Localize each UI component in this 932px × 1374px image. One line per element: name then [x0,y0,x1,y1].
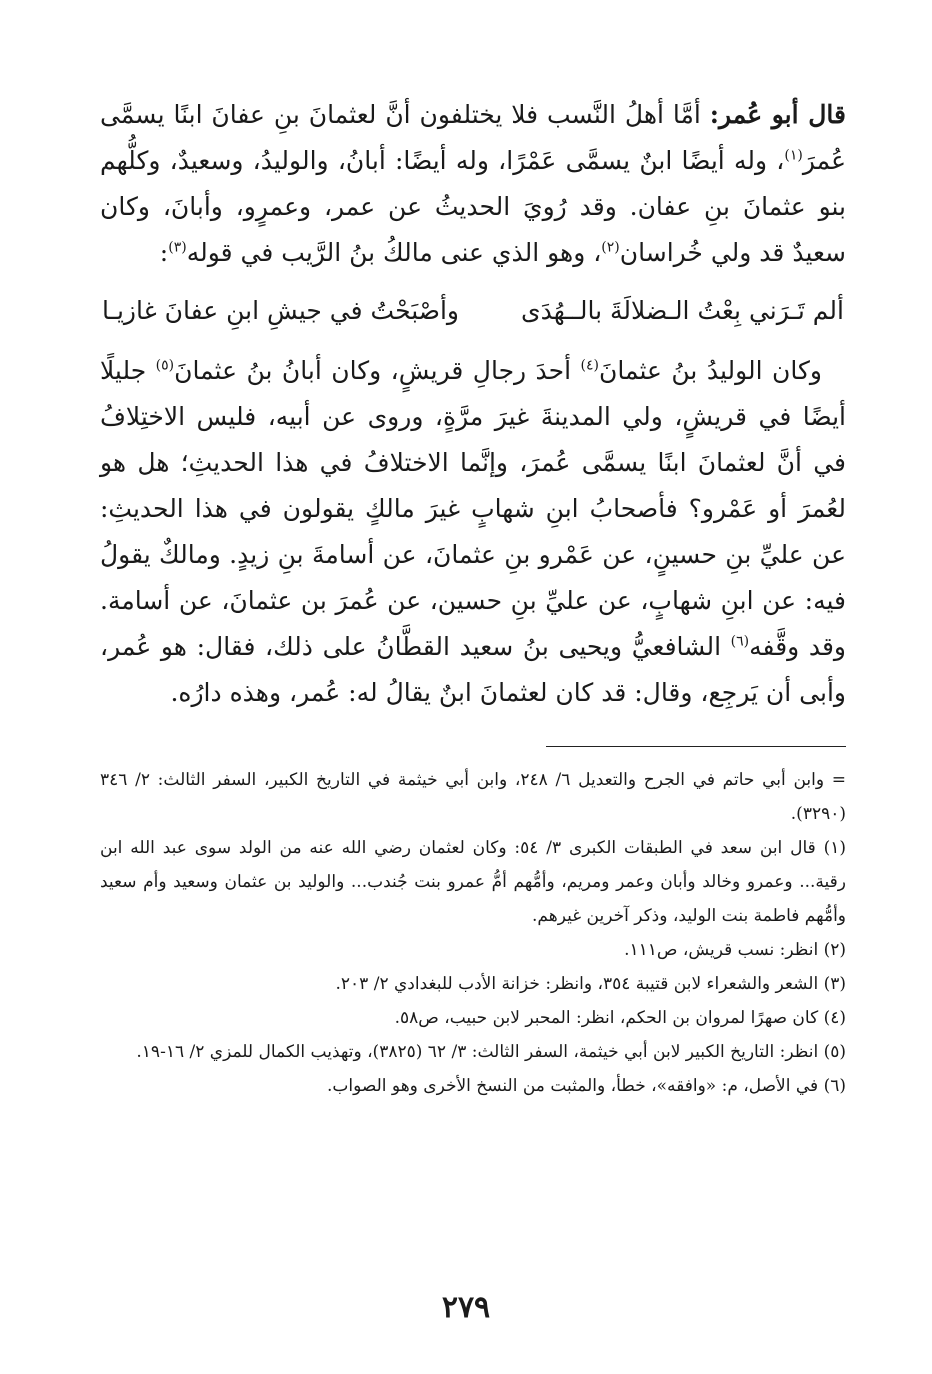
footnote-ref-6[interactable]: (٦) [730,633,750,650]
footnote-divider [546,746,846,747]
footnote-ref-2[interactable]: (٢) [601,239,620,256]
verse-second-hemistich: وأصْبَحْتُ في جيشِ ابنِ عفانَ غازيـا [102,296,460,325]
text-run: أحدَ رجالِ قريشٍ، وكان أبانُ بنُ عثمانَ [174,356,581,385]
text-run: أمَّا أهلُ النَّسب فلا يختلفون أنَّ لعثمانَ بنِ عفانَ ابنًا يسمَّى عُمرَ [100,100,846,175]
footnote-6: (٦) في الأصل، م: «وافقه»، خطأ، والمثبت من النسخ الأخرى وهو الصواب. [326,1076,846,1096]
footnote-ref-1[interactable]: (١) [784,147,803,164]
page-content [100,92,846,1103]
text-run: : [159,238,169,267]
paragraph-2 [100,348,846,716]
paragraph-lead: قال أبو عُمر: [709,100,846,129]
footnote-5: (٥) انظر: التاريخ الكبير لابن أبي خيثمة، السفر الثالث: ٣/ ٦٢ (٣٨٢٥)، وتهذيب الكمال للمزي ٢/ ١٦-١٩. [136,1042,846,1062]
poetry-verse [100,288,846,334]
footnote-3: (٣) الشعر والشعراء لابن قتيبة ٣٥٤، وانظر: خزانة الأدب للبغدادي ٢/ ٢٠٣. [335,974,846,994]
text-run: ، وله أيضًا ابنٌ يسمَّى عَمْرًا، وله أيضًا: أبانُ، والوليدُ، وسعيدٌ، وكلُّهم بنو عثمانَ بنِ عفان. وقد رُويَ الحديثُ عن عمر، وعمرٍو، وأبانَ، وكان سعيدٌ قد ولي خُراسان [100,146,846,267]
footnote-2: (٢) انظر: نسب قريش، ص١١١. [624,940,846,960]
main-text [100,92,846,716]
footnotes [100,763,846,1103]
page-number: ٢٧٩ [441,1290,491,1325]
footnote-ref-5[interactable]: (٥) [155,357,175,374]
verse-first-hemistich: ألم تَـرَني بِعْتُ الـضلالَةَ بالــهُدَى [521,296,844,325]
text-run: جليلًا أيضًا في قريشٍ، ولي المدينةَ غيرَ مرَّةٍ، وروى عن أبيه، فليس الاختِلافُ في أنَّ لعثمانَ ابنًا يسمَّى عُمرَ، وإنَّما الاختلافُ في هذا الحديثِ؛ هل هو لعُمرَ أو عَمْرو؟ فأصحابُ ابنِ شهابٍ غيرَ مالكٍ يقولون في هذا الحديثِ: عن عليِّ بنِ حسينٍ، عن عَمْرو بنِ عثمانَ، عن أسامةَ بنِ زيدٍ. ومالكٌ يقولُ فيه: عن ابنِ شهابٍ، عن عليِّ بنِ حسين، عن عُمرَ بن عثمانَ، عن أسامة. وقد وقَّفه [100,356,846,661]
footnote-ref-4[interactable]: (٤) [580,357,600,374]
footnote-ref-3[interactable]: (٣) [168,239,187,256]
footnote-continuation: = وابن أبي حاتم في الجرح والتعديل ٦/ ٢٤٨، وابن أبي خيثمة في التاريخ الكبير، السفر الثالث: ٢/ ٣٤٦ (٣٢٩٠). [100,770,846,824]
text-run: ، وهو الذي عنى مالكُ بنُ الرَّيب في قوله [186,238,602,267]
footnote-4: (٤) كان صهرًا لمروان بن الحكم، انظر: المحبر لابن حبيب، ص٥٨. [394,1008,846,1028]
paragraph-1 [100,92,846,276]
text-run: وكان الوليدُ بنُ عثمانَ [599,356,822,385]
text-run: الشافعيُّ ويحيى بنُ سعيد القطَّانُ على ذلك، فقال: هو عُمر، وأبى أن يَرجِع، وقال: قد كان لعثمانَ ابنٌ يقالُ له: عُمر، وهذه دارُه. [100,632,846,707]
footnote-1: (١) قال ابن سعد في الطبقات الكبرى ٣/ ٥٤: وكان لعثمان رضي الله عنه من الولد سوى عبد الله ابن رقية... وعمرو وخالد وأبان وعمر ومريم، وأمُّهم أمُّ عمرو بنت جُندب... والوليد بن عثمان وسعيد وأم سعيد وأمُّهم فاطمة بنت الوليد، وذكر آخرين غيرهم. [100,838,847,926]
